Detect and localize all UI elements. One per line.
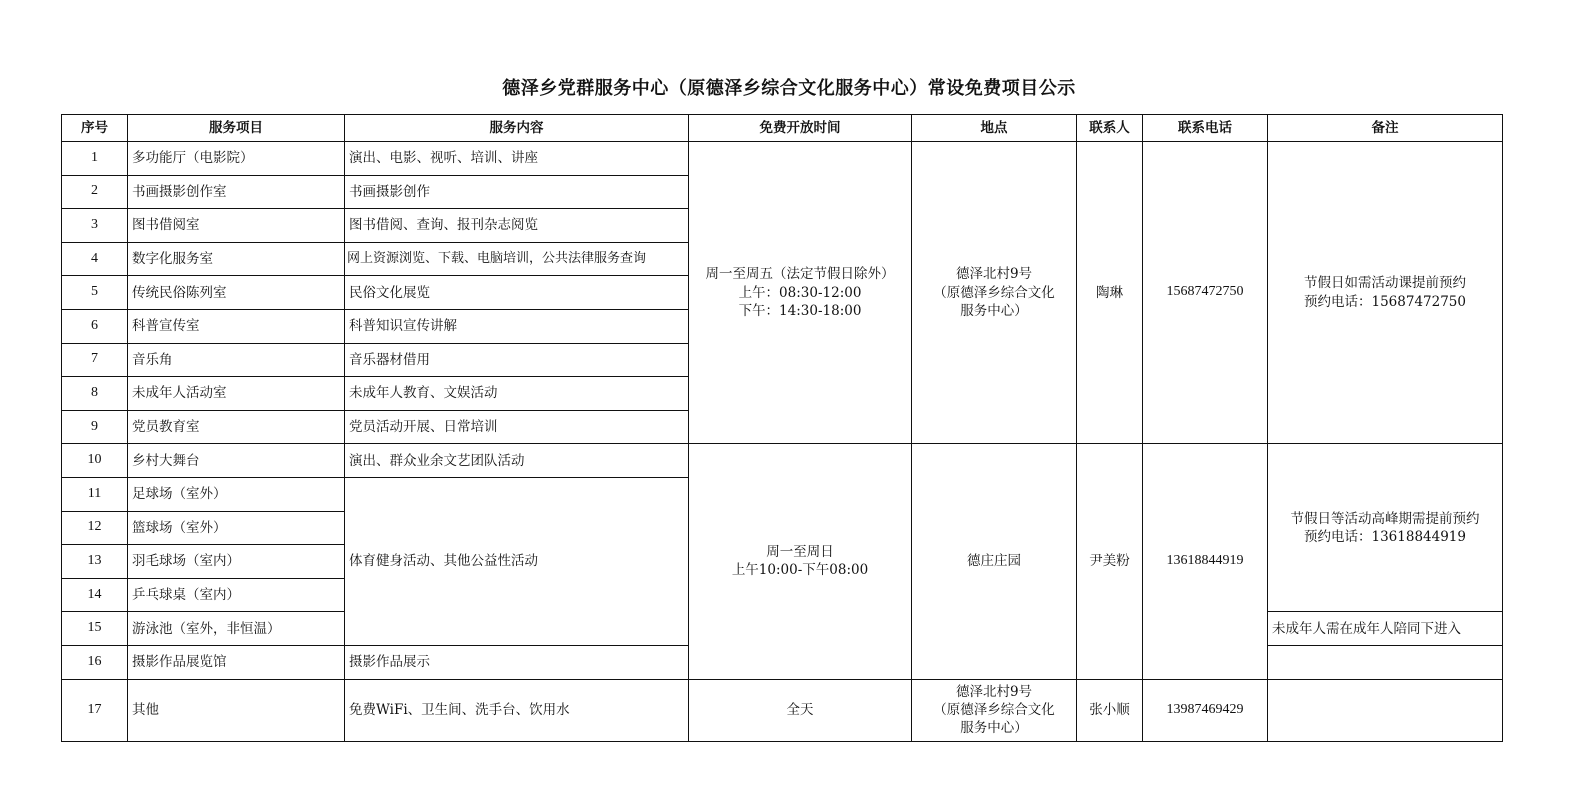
group3-contact: 张小顺 [1077,679,1143,741]
row-item: 传统民俗陈列室 [128,276,345,310]
group1-remark-line: 节假日如需活动课提前预约 [1304,275,1466,292]
row-remark: 未成年人需在成年人陪同下进入 [1268,612,1503,646]
row-content: 体育健身活动、其他公益性活动 [345,477,689,645]
group3-location-line: 德泽北村9号 [955,683,1033,700]
group3-phone: 13987469429 [1143,679,1268,741]
row-content: 图书借阅、查询、报刊杂志阅览 [345,209,689,243]
row-item: 图书借阅室 [128,209,345,243]
row-no: 5 [62,276,128,310]
row-no: 3 [62,209,128,243]
row-no: 6 [62,309,128,343]
row-content: 演出、群众业余文艺团队活动 [345,444,689,478]
row-item: 游泳池（室外，非恒温） [128,612,345,646]
row-item: 党员教育室 [128,410,345,444]
group2-contact: 尹美粉 [1077,444,1143,679]
header-contact: 联系人 [1077,115,1143,142]
row-no: 11 [62,477,128,511]
row-no: 14 [62,578,128,612]
row-no: 8 [62,377,128,411]
row-item: 音乐角 [128,343,345,377]
group1-time-line: 周一至周五（法定节假日除外） [705,266,895,283]
group1-contact: 陶琳 [1077,142,1143,444]
row-item: 书画摄影创作室 [128,175,345,209]
header-item: 服务项目 [128,115,345,142]
group2-remark-line: 节假日等活动高峰期需提前预约 [1290,510,1480,527]
header-remark: 备注 [1268,115,1503,142]
row-content: 网上资源浏览、下载、电脑培训，公共法律服务查询 [345,242,689,276]
header-phone: 联系电话 [1143,115,1268,142]
row-content: 演出、电影、视听、培训、讲座 [345,142,689,176]
row-no: 12 [62,511,128,545]
group2-location: 德庄庄园 [912,444,1077,679]
table-header-row [62,115,1503,142]
group1-location-line: （原德泽乡综合文化 [933,284,1055,301]
row-no: 17 [62,679,128,741]
group3-time: 全天 [689,679,912,741]
group2-remark-line: 预约电话：13618844919 [1304,528,1466,545]
row-no: 1 [62,142,128,176]
row-no: 9 [62,410,128,444]
row-no: 15 [62,612,128,646]
table-row [62,679,1503,741]
group2-remark [1268,444,1503,612]
group1-remark-line: 预约电话：15687472750 [1304,293,1466,310]
group2-time-line: 上午10:00-下午08:00 [731,562,869,579]
group1-time-line: 上午：08:30-12:00 [738,284,862,301]
group1-time [689,142,912,444]
row-content: 免费WiFi、卫生间、洗手台、饮用水 [345,679,689,741]
row-content: 党员活动开展、日常培训 [345,410,689,444]
row-item: 乡村大舞台 [128,444,345,478]
row-item: 羽毛球场（室内） [128,545,345,579]
group1-phone: 15687472750 [1143,142,1268,444]
row-no: 13 [62,545,128,579]
header-time: 免费开放时间 [689,115,912,142]
row-item: 多功能厅（电影院） [128,142,345,176]
group3-location [912,679,1077,741]
row-item: 科普宣传室 [128,309,345,343]
group1-location-line: 服务中心） [960,302,1028,319]
group1-location [912,142,1077,444]
group1-time-line: 下午：14:30-18:00 [738,302,862,319]
group3-remark [1268,679,1503,741]
group2-phone: 13618844919 [1143,444,1268,679]
row-remark [1268,645,1503,679]
group1-remark [1268,142,1503,444]
group3-location-line: （原德泽乡综合文化 [933,701,1055,718]
row-no: 10 [62,444,128,478]
row-content: 科普知识宣传讲解 [345,309,689,343]
row-item: 摄影作品展览馆 [128,645,345,679]
row-item: 乒乓球桌（室内） [128,578,345,612]
row-item: 未成年人活动室 [128,377,345,411]
row-content: 音乐器材借用 [345,343,689,377]
row-content: 摄影作品展示 [345,645,689,679]
row-item: 足球场（室外） [128,477,345,511]
row-no: 7 [62,343,128,377]
table-row [62,444,1503,478]
row-no: 4 [62,242,128,276]
group1-location-line: 德泽北村9号 [955,266,1033,283]
group2-time [689,444,912,679]
header-content: 服务内容 [345,115,689,142]
header-location: 地点 [912,115,1077,142]
service-table [61,114,1503,742]
row-content: 未成年人教育、文娱活动 [345,377,689,411]
group2-time-line: 周一至周日 [766,544,834,561]
row-no: 2 [62,175,128,209]
row-item: 数字化服务室 [128,242,345,276]
table-row [62,142,1503,176]
row-no: 16 [62,645,128,679]
row-item: 其他 [128,679,345,741]
row-content: 民俗文化展览 [345,276,689,310]
header-no: 序号 [62,115,128,142]
page-title: 德泽乡党群服务中心（原德泽乡综合文化服务中心）常设免费项目公示 [502,78,1076,99]
row-content: 书画摄影创作 [345,175,689,209]
row-item: 篮球场（室外） [128,511,345,545]
group3-location-line: 服务中心） [960,720,1028,737]
